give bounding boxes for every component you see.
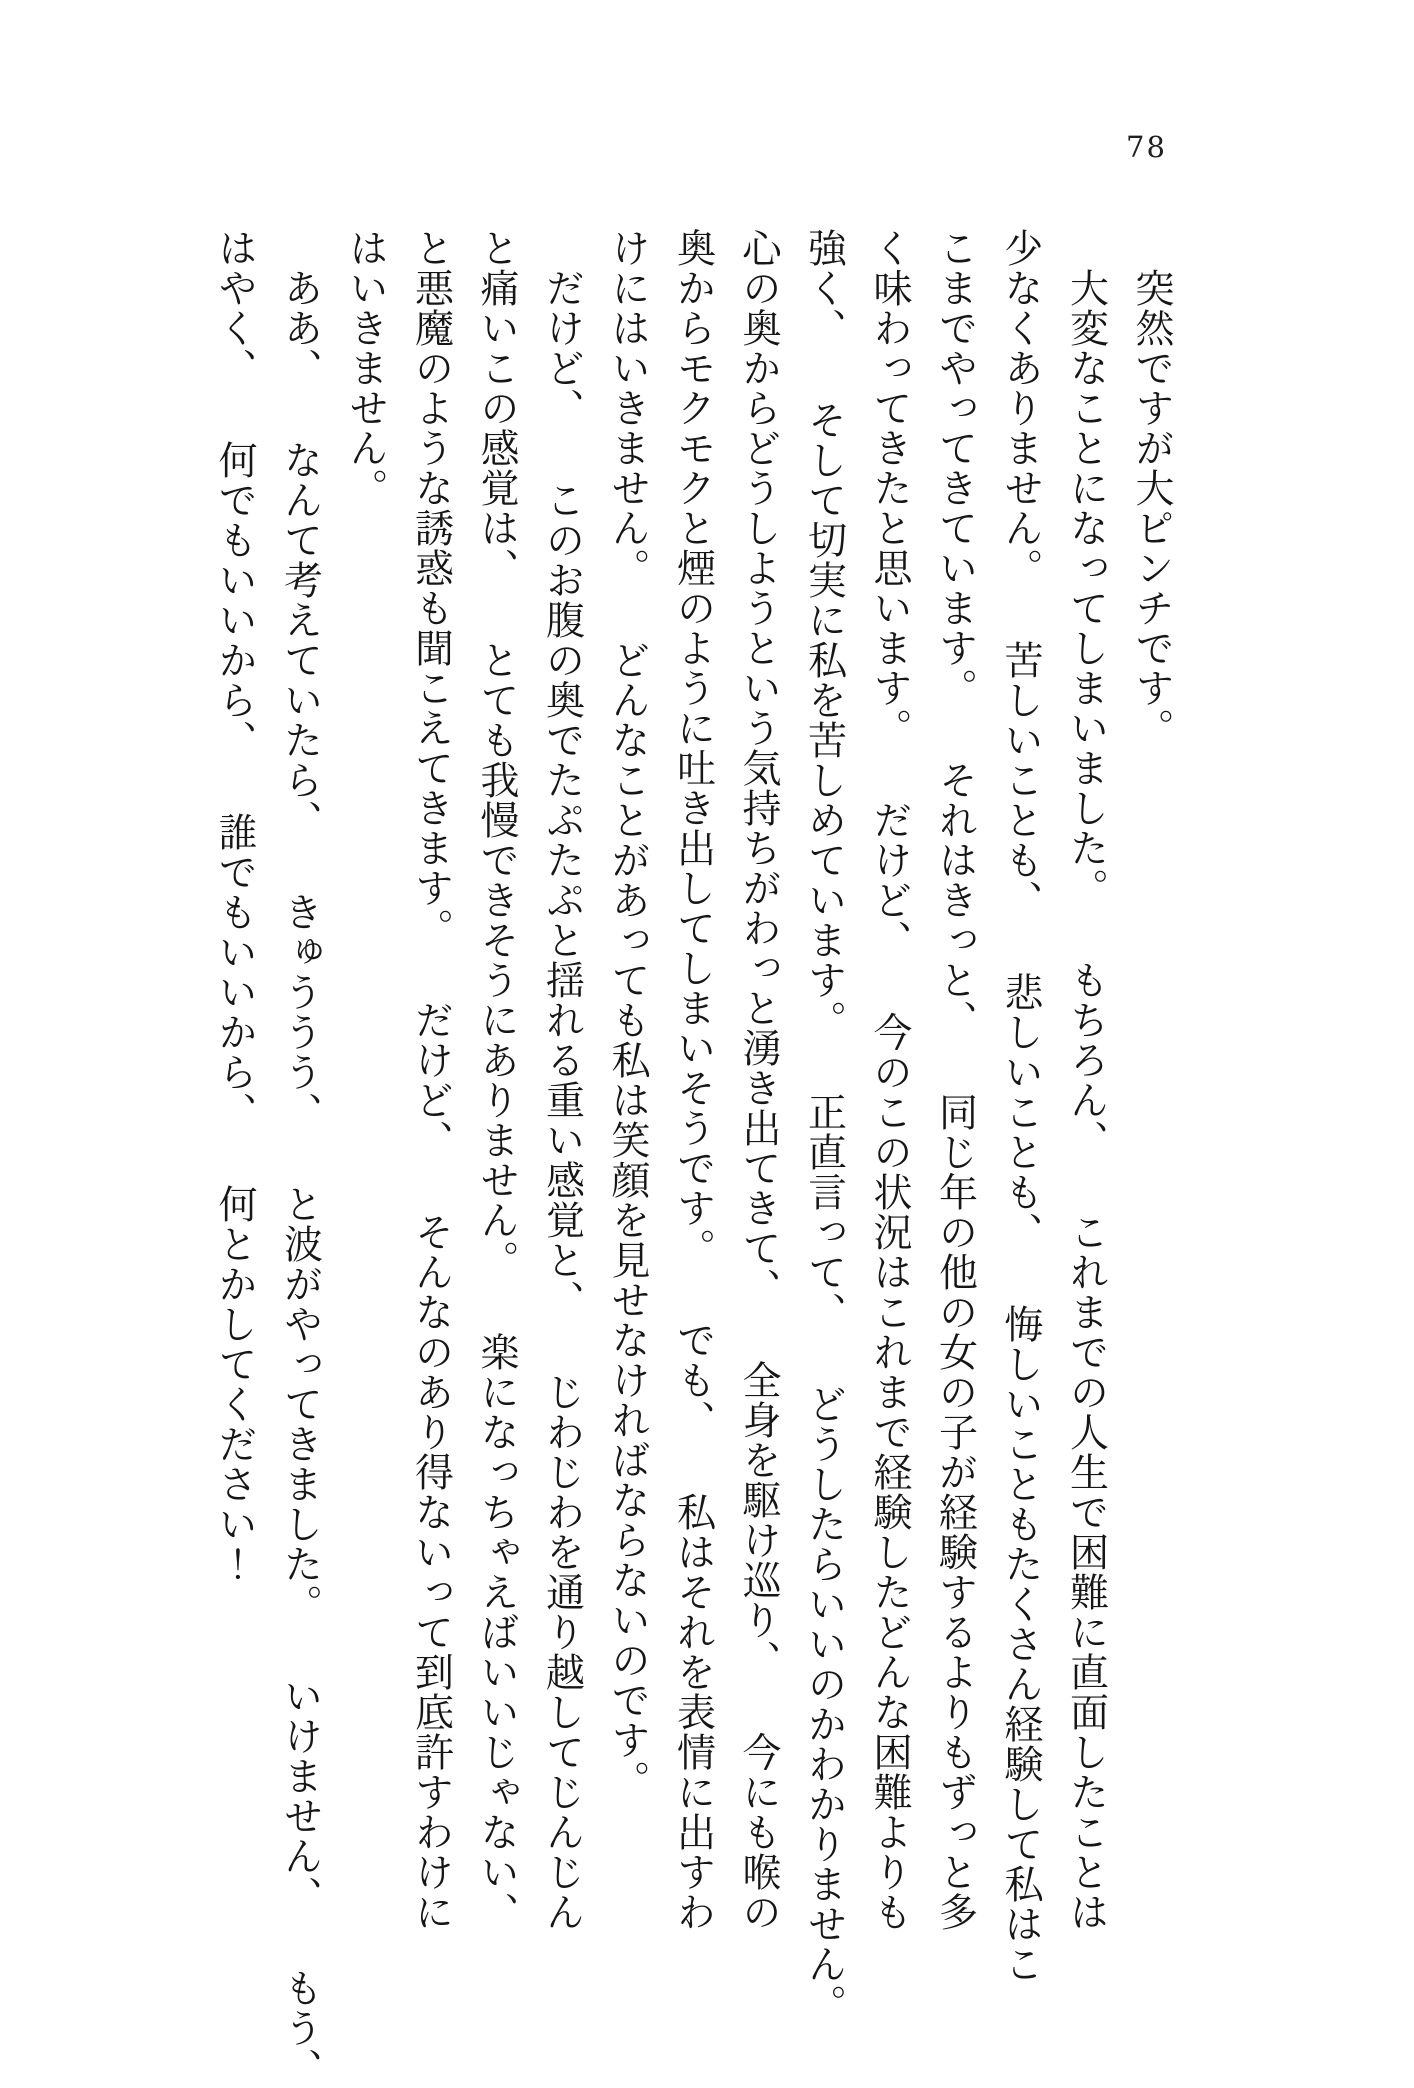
text-line: と痛いこの感覚は、 とても我慢できそうにありません。 楽になっちゃえばいいじゃない、: [474, 228, 519, 1932]
text-line: く味わってきたと思います。 だけど、 今のこの状況はこれまで経験したどんな困難よりも: [867, 228, 912, 1932]
paragraph: [202, 228, 333, 2088]
paragraph: [595, 228, 1119, 2024]
text-line: 突然ですが大ピンチです。: [1129, 268, 1174, 748]
text-line: はいきません。: [343, 228, 388, 508]
paragraph: [1119, 228, 1185, 1868]
text-line: こまでやってきています。 それはきっと、 同じ年の他の女の子が経験するよりもずっと多: [932, 228, 978, 1932]
text-line: だけど、 このお腹の奥でたぷたぷと揺れる重い感覚と、 じわじわを通り越してじんじん: [539, 268, 585, 1932]
text-line: 強く、 そして切実に私を苦しめています。 正直言って、 どうしたらいいのかわかりません。: [801, 228, 847, 2024]
vertical-text-block: [202, 228, 1185, 2088]
text-line: 大変なことになってしまいました。 もちろん、 これまでの人生で困難に直面したことは: [1063, 268, 1109, 1932]
text-line: ああ、 なんて考えていたら、 きゅううう、 と波がやってきました。 いけません、 もう、: [277, 268, 323, 2088]
text-line: 奥からモクモクと煙のように吐き出してしまいそうです。 でも、 私はそれを表情に出すわ: [670, 228, 716, 1932]
paragraph: [333, 228, 595, 1932]
text-line: はやく、 何でもいいから、 誰でもいいから、 何とかしてください！: [212, 228, 257, 1584]
text-line: 心の奥からどうしようという気持ちがわっと湧き出てきて、 全身を駆け巡り、 今にも喉の: [736, 228, 781, 1932]
text-line: 少なくありません。 苦しいことも、 悲しいことも、 悔しいこともたくさん経験して私はこ: [998, 228, 1043, 1984]
text-line: けにはいきません。 どんなことがあっても私は笑顔を見せなければならないのです。: [605, 228, 650, 1800]
page-number: 78: [1126, 130, 1167, 164]
text-line: と悪魔のような誘惑も聞こえてきます。 だけど、 そんなのあり得ないって到底許すわけに: [408, 228, 454, 1932]
